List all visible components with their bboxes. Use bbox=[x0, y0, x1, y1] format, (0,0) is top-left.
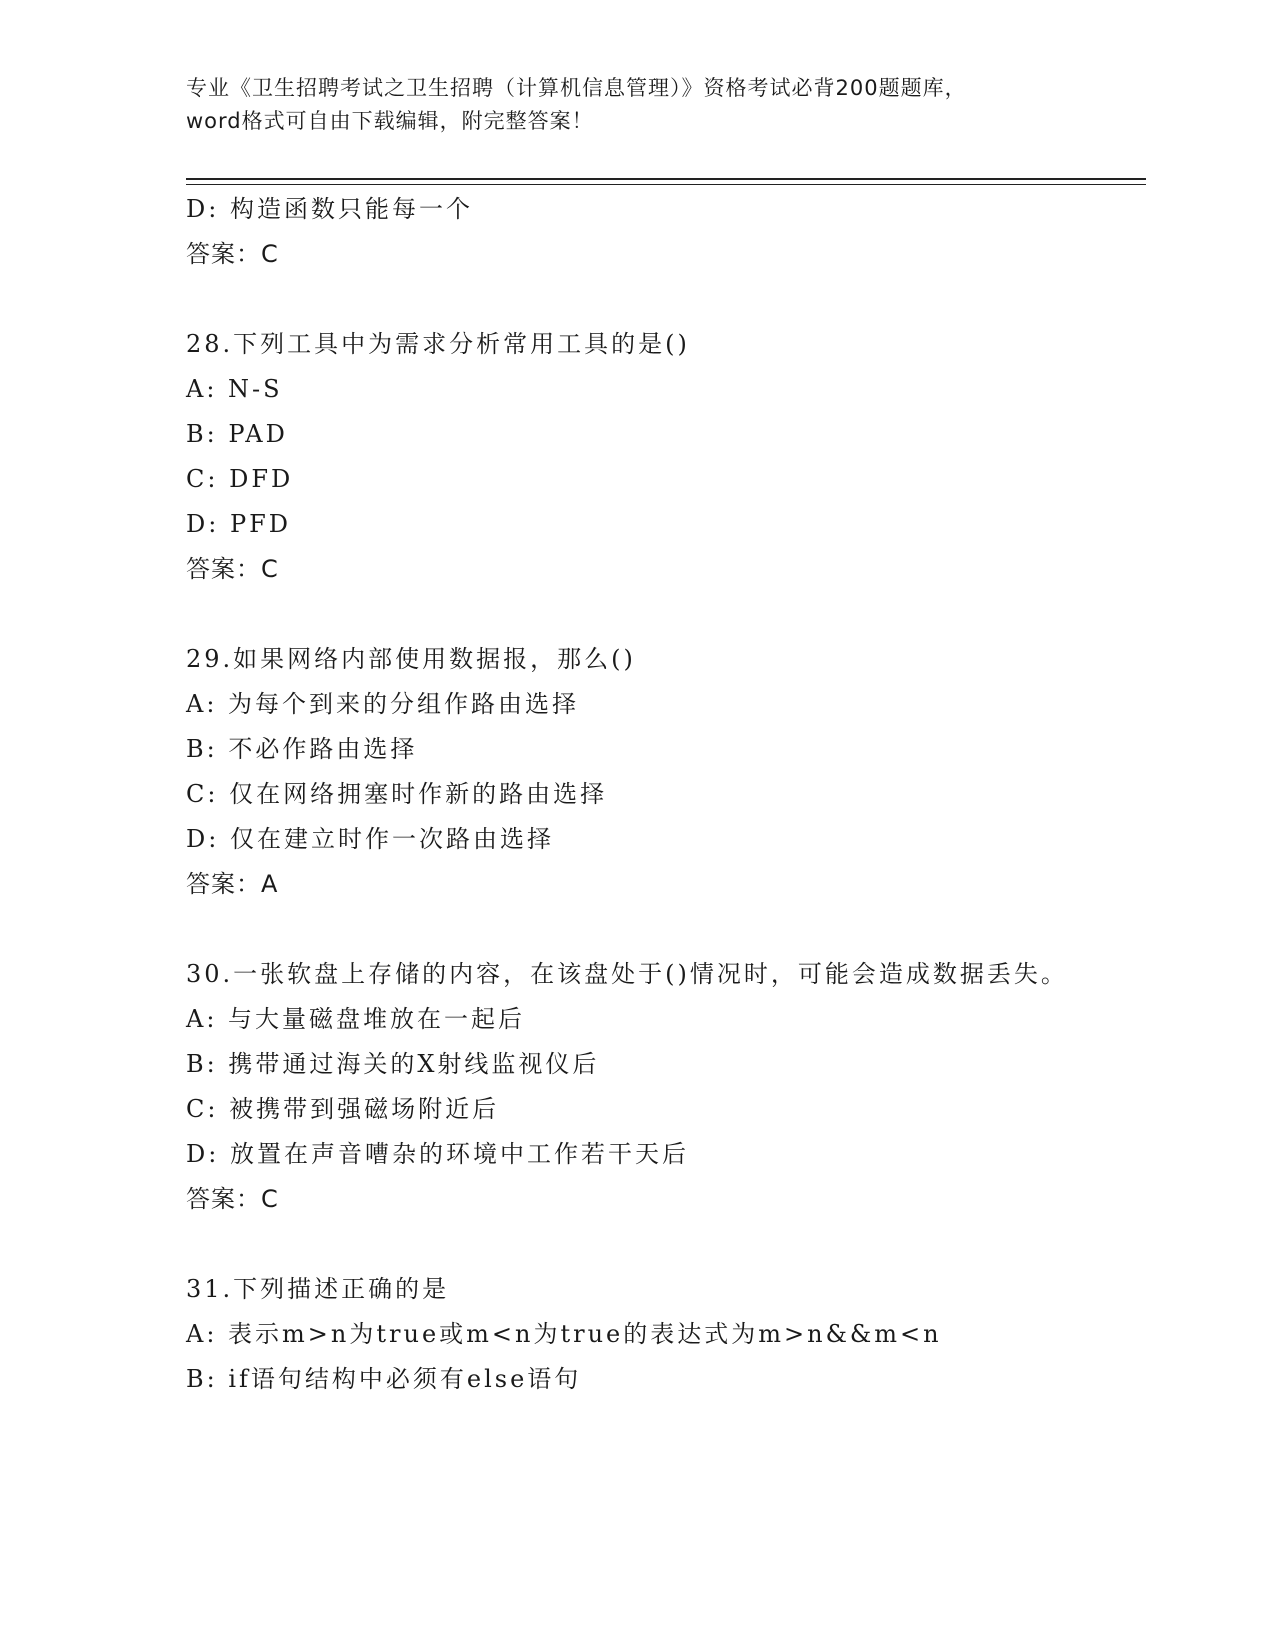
header-line-2: word格式可自由下载编辑，附完整答案！ bbox=[186, 109, 594, 133]
question-stem: 29.如果网络内部使用数据报，那么() bbox=[186, 645, 636, 673]
option-c: C: 被携带到强磁场附近后 bbox=[186, 1095, 500, 1123]
question-stem: 30.一张软盘上存储的内容，在该盘处于()情况时，可能会造成数据丢失。 bbox=[186, 960, 1068, 988]
option-d: D: PFD bbox=[186, 510, 291, 538]
option-d: D: 放置在声音嘈杂的环境中工作若干天后 bbox=[186, 1140, 689, 1168]
question-29 bbox=[186, 637, 1076, 907]
option-b: B: 携带通过海关的X射线监视仪后 bbox=[186, 1050, 600, 1078]
option-b: B: PAD bbox=[186, 420, 288, 448]
option-a: A: 与大量磁盘堆放在一起后 bbox=[186, 1005, 526, 1033]
option-c: C: DFD bbox=[186, 465, 294, 493]
document-page bbox=[186, 0, 1146, 1650]
option-a: A: 为每个到来的分组作路由选择 bbox=[186, 690, 580, 718]
answer-line: 答案：A bbox=[186, 870, 279, 898]
answer-line: 答案：C bbox=[186, 555, 279, 583]
question-28 bbox=[186, 322, 1076, 592]
option-a: A: N-S bbox=[186, 375, 283, 403]
answer-line: 答案：C bbox=[186, 240, 279, 268]
spacer bbox=[186, 277, 1076, 322]
spacer bbox=[186, 592, 1076, 637]
document-header bbox=[186, 72, 1076, 138]
option-b: B: 不必作路由选择 bbox=[186, 735, 418, 763]
option-a: A: 表示m>n为true或m<n为true的表达式为m>n&&m<n bbox=[186, 1320, 942, 1348]
spacer bbox=[186, 907, 1076, 952]
question-30 bbox=[186, 952, 1076, 1222]
header-divider-thin bbox=[186, 184, 1146, 185]
question-list bbox=[186, 187, 1076, 1402]
question-stem: 31.下列描述正确的是 bbox=[186, 1275, 450, 1303]
option-c: C: 仅在网络拥塞时作新的路由选择 bbox=[186, 780, 608, 808]
option-d: D: 仅在建立时作一次路由选择 bbox=[186, 825, 554, 853]
question-stem: 28.下列工具中为需求分析常用工具的是() bbox=[186, 330, 690, 358]
spacer bbox=[186, 1222, 1076, 1267]
answer-line: 答案：C bbox=[186, 1185, 279, 1213]
header-line-1: 专业《卫生招聘考试之卫生招聘（计算机信息管理）》资格考试必背200题题库， bbox=[186, 76, 967, 100]
question-31 bbox=[186, 1267, 1076, 1402]
option-d: D: 构造函数只能每一个 bbox=[186, 195, 473, 223]
header-divider-thick bbox=[186, 178, 1146, 180]
option-b: B: if语句结构中必须有else语句 bbox=[186, 1365, 582, 1393]
